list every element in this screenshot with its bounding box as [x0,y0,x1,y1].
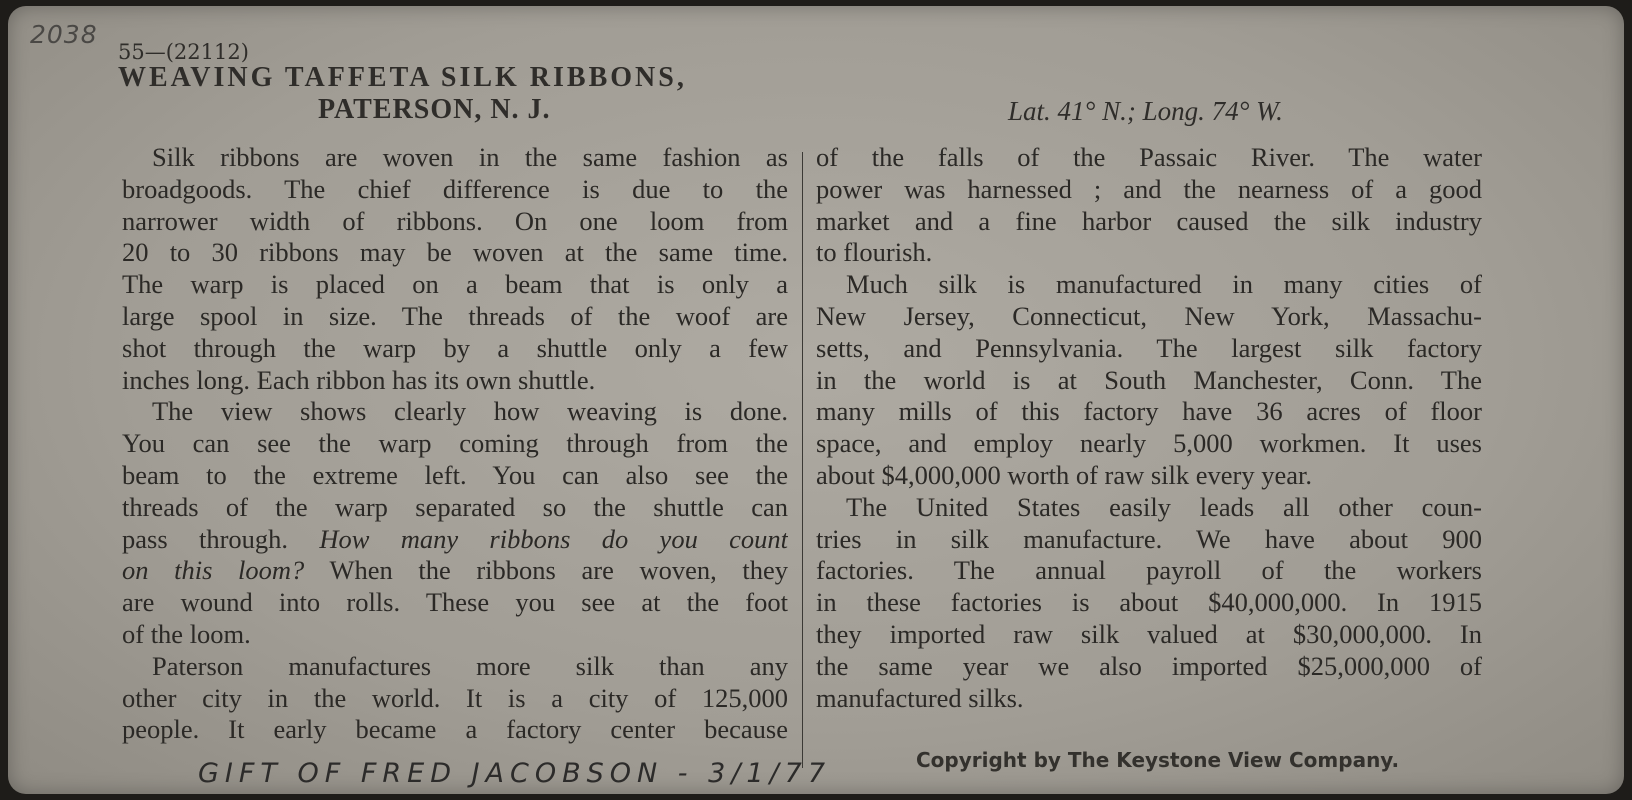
text-line [122,555,788,587]
text-line [816,301,1482,333]
text-line [816,142,1482,174]
text-segment: shot through the warp by a shuttle only a few [122,332,788,363]
text-line [816,396,1482,428]
column-divider [802,152,803,768]
text-line [122,237,788,269]
text-segment: they imported raw silk valued at $30,000,000. In [816,618,1482,649]
text-segment: When the ribbons are woven, they [304,555,788,586]
text-line [122,428,788,460]
text-line [816,333,1482,365]
text-segment: power was harnessed ; and the nearness of a good [816,173,1482,204]
text-line [122,460,788,492]
text-line [122,714,788,746]
text-line [816,174,1482,206]
text-segment: in the world is at South Manchester, Conn. The [816,364,1482,395]
text-segment: The warp is placed on a beam that is only a [122,269,788,300]
text-segment: in these factories is about $40,000,000. In 1915 [816,587,1482,618]
text-segment: Paterson manufactures more silk than any [152,650,788,681]
left-column-text [122,142,788,746]
text-line [816,237,1482,269]
text-line [816,524,1482,556]
text-segment: large spool in size. The threads of the woof are [122,300,788,331]
text-segment: Much silk is manufactured in many cities of [846,269,1482,300]
catalog-number: 55—(22112) [118,40,249,64]
text-segment: The view shows clearly how weaving is done. [152,396,788,427]
text-line [122,651,788,683]
text-segment: tries in silk manufacture. We have about 900 [816,523,1482,554]
card-subtitle: PATERSON, N. J. [318,94,551,125]
inventory-number: 2038 [30,20,98,49]
text-segment: are wound into rolls. These you see at the foot [122,587,788,618]
card-title: WEAVING TAFFETA SILK RIBBONS, [118,62,687,93]
copyright-notice: Copyright by The Keystone View Company. [916,748,1400,772]
text-line [816,365,1482,397]
text-segment: of the loom. [122,618,251,649]
text-line [816,619,1482,651]
text-line [122,524,788,556]
text-line [122,174,788,206]
text-segment: market and a fine harbor caused the silk industry [816,205,1482,236]
text-segment: space, and employ nearly 5,000 workmen. It uses [816,428,1482,459]
text-segment: to flourish. [816,237,933,268]
text-line [816,492,1482,524]
text-line [122,683,788,715]
text-line [816,651,1482,683]
text-segment: threads of the warp separated so the shuttle can [122,491,788,522]
text-segment: the same year we also imported $25,000,000 of [816,650,1482,681]
text-segment: pass through. [122,523,320,554]
text-segment: 20 to 30 ribbons may be woven at the same time. [122,237,788,268]
text-line [816,587,1482,619]
text-segment: You can see the warp coming through from the [122,428,788,459]
text-segment: beam to the extreme left. You can also see the [122,459,788,490]
text-segment: Silk ribbons are woven in the same fashion as [152,142,788,172]
text-line [122,206,788,238]
right-column-text [816,142,1482,714]
text-line [816,460,1482,492]
text-line [122,142,788,174]
text-line [122,333,788,365]
coordinates: Lat. 41° N.; Long. 74° W. [1008,96,1283,126]
text-segment: about $4,000,000 worth of raw silk every year. [816,459,1313,490]
text-segment: setts, and Pennsylvania. The largest silk factory [816,332,1482,363]
handwritten-gift-note: GIFT OF FRED JACOBSON - 3/1/77 [198,758,832,789]
text-segment: New Jersey, Connecticut, New York, Massachu- [816,300,1482,331]
italic-text-segment: on this loom? [122,555,305,586]
text-line [816,555,1482,587]
text-segment: inches long. Each ribbon has its own shuttle. [122,364,596,395]
text-line [816,206,1482,238]
text-line [122,619,788,651]
text-segment: of the falls of the Passaic River. The water [816,142,1482,172]
text-segment: other city in the world. It is a city of 125,000 [122,682,788,713]
stereo-card-back [8,6,1624,794]
text-line [122,587,788,619]
text-segment: The United States easily leads all other coun- [846,491,1482,522]
text-line [122,269,788,301]
text-segment: many mills of this factory have 36 acres of floor [816,396,1482,427]
text-line [122,301,788,333]
text-line [122,492,788,524]
text-line [122,365,788,397]
text-segment: manufactured silks. [816,682,1024,713]
text-line [122,396,788,428]
italic-text-segment: How many ribbons do you count [319,523,788,554]
text-segment: factories. The annual payroll of the workers [816,555,1482,586]
text-segment: broadgoods. The chief difference is due to the [122,173,788,204]
text-line [816,428,1482,460]
text-segment: narrower width of ribbons. On one loom from [122,205,788,236]
text-line [816,269,1482,301]
text-line [816,683,1482,715]
text-segment: people. It early became a factory center because [122,714,788,745]
